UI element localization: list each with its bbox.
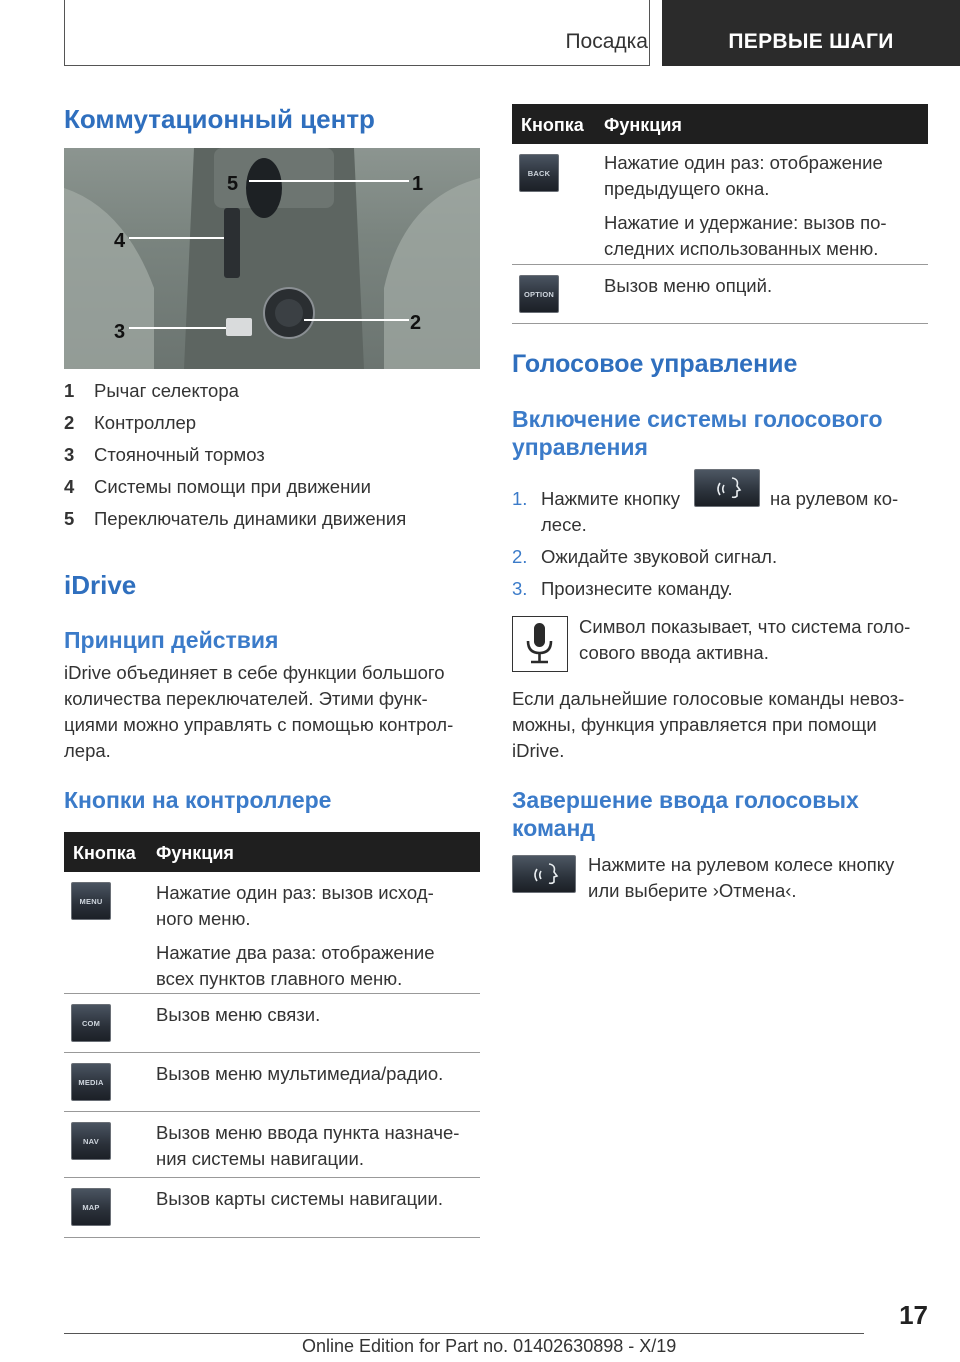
- callout-3: 3: [114, 321, 126, 343]
- nav-button-icon: NAV: [71, 1122, 111, 1160]
- table-row: MEDIA Вызов меню мультимедиа/радио.: [64, 1053, 480, 1112]
- end-voice-title: Завершение ввода голосовых команд: [512, 787, 859, 841]
- legend-item: 2 Контроллер: [64, 412, 197, 433]
- enable-voice-title: Включение системы голосового управления: [512, 406, 883, 460]
- fallback-text: Если дальнейшие голосовые команды невоз- можны, функция управляется при помощи iDrive.: [512, 688, 905, 761]
- page-number: 17: [899, 1300, 928, 1330]
- media-button-icon: MEDIA: [71, 1063, 111, 1101]
- symbol-description: Символ показывает, что система голо- сового ввода активна.: [579, 616, 911, 663]
- idrive-title: iDrive: [64, 570, 137, 600]
- controller-buttons-title: Кнопки на контроллере: [64, 787, 332, 813]
- option-button-icon: OPTION: [519, 275, 559, 313]
- footer-edition: Online Edition for Part no. 01402630898 - X/19: [302, 1336, 677, 1356]
- callout-4: 4: [114, 230, 126, 252]
- page-title: Коммутационный центр: [64, 104, 375, 134]
- step-number: 1.: [512, 488, 528, 509]
- voice-button-icon: [694, 469, 760, 507]
- voice-button-icon: [512, 855, 576, 893]
- table-header: Кнопка Функция: [64, 832, 480, 872]
- center-console-photo: [64, 148, 480, 369]
- legend-item: 4 Системы помощи при движении: [64, 476, 371, 497]
- table-row: MAP Вызов карты системы навигации.: [64, 1178, 480, 1238]
- callout-1: 1: [412, 173, 424, 195]
- legend-item: 3 Стояночный тормоз: [64, 444, 265, 465]
- map-button-icon: MAP: [71, 1188, 111, 1226]
- step-number: 3.: [512, 578, 528, 599]
- back-button-icon: BACK: [519, 154, 559, 192]
- header-chapter: ПЕРВЫЕ ШАГИ: [662, 0, 960, 66]
- table-row: COM Вызов меню связи.: [64, 994, 480, 1053]
- table-row: MENU Нажатие один раз: вызов исход- ного меню. Нажатие два раза: отображение всех пунктов главного меню.: [64, 872, 480, 994]
- table-row: OPTION Вызов меню опций.: [512, 265, 928, 324]
- header-frame: [64, 0, 650, 66]
- legend-item: 1 Рычаг селектора: [64, 380, 239, 401]
- footer-divider: [64, 1333, 864, 1334]
- principle-text: iDrive объединяет в себе функции большого количества переключателей. Этими функ- циями можно управлять с помощью контрол- лера.: [64, 662, 454, 761]
- com-button-icon: COM: [71, 1004, 111, 1042]
- table-row: NAV Вызов меню ввода пункта назначе- ния системы навигации.: [64, 1112, 480, 1178]
- voice-control-title: Голосовое управление: [512, 350, 798, 378]
- table-row: BACK Нажатие один раз: отображение предыдущего окна. Нажатие и удержание: вызов по- следних использованных меню.: [512, 144, 928, 265]
- table-header: Кнопка Функция: [512, 104, 928, 144]
- menu-button-icon: MENU: [71, 882, 111, 920]
- principle-title: Принцип действия: [64, 627, 279, 653]
- header-section: Посадка: [565, 30, 648, 53]
- callout-2: 2: [410, 312, 422, 334]
- step-number: 2.: [512, 546, 528, 567]
- end-voice-text: Нажмите на рулевом колесе кнопку или выберите ›Отмена‹.: [588, 854, 895, 901]
- legend-item: 5 Переключатель динамики движения: [64, 508, 407, 529]
- microphone-icon: [512, 616, 568, 672]
- callout-5: 5: [227, 173, 239, 195]
